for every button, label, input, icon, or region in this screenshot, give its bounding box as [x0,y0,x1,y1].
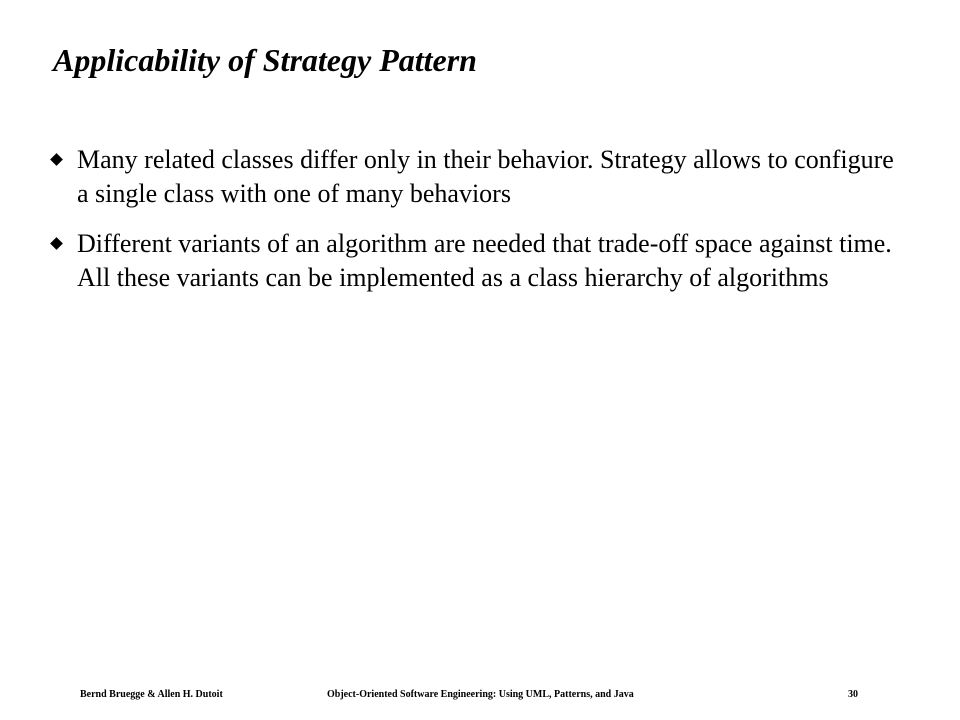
bullet-item [50,227,910,295]
footer-book-title: Object-Oriented Software Engineering: Using UML, Patterns, and Java [327,689,634,700]
diamond-bullet-icon [50,237,63,250]
footer-authors: Bernd Bruegge & Allen H. Dutoit [80,689,223,700]
footer-page-number: 30 [848,689,858,700]
bullet-text: Many related classes differ only in their behavior. Strategy allows to configure a single class with one of many behaviors [77,145,894,208]
slide-title: Applicability of Strategy Pattern [53,42,477,78]
bullet-item [50,143,910,211]
diamond-bullet-icon [50,153,63,166]
bullet-list [50,143,910,311]
bullet-text: Different variants of an algorithm are needed that trade-off space against time. All these variants can be implemented as a class hierarchy of algorithms [77,229,892,292]
